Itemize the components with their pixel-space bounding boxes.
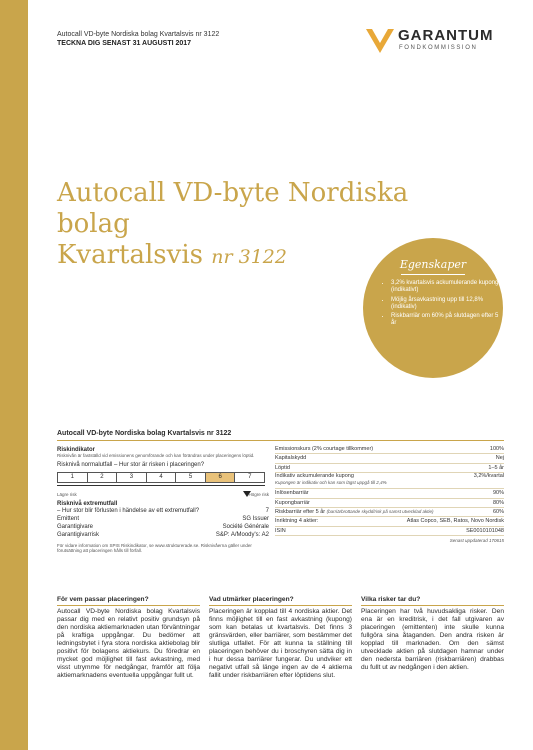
facts-row <box>275 517 504 526</box>
badge-heading: Egenskaper <box>399 258 467 271</box>
badge-divider <box>401 274 465 275</box>
extreme-question: – Hur stor blir förlusten i händelse av ett extremutfall? <box>57 507 200 514</box>
risk-pointer-icon <box>243 491 251 497</box>
guarantor-value: Société Générale <box>222 523 269 530</box>
left-accent-bar <box>0 0 28 750</box>
risk-scale <box>57 472 265 482</box>
garantum-logo <box>366 27 506 61</box>
facts-key: Inriktning 4 aktier: <box>275 518 319 525</box>
risk-scale-cell-selected: 6 <box>205 472 235 483</box>
info-column-target <box>57 596 200 680</box>
logo-name: GARANTUM <box>398 27 494 44</box>
risk-question: Risknivå normalutfall – Hur stor är risken i placeringen? <box>57 461 205 468</box>
facts-value: 80% <box>492 499 504 506</box>
rating-row <box>57 531 269 539</box>
facts-value: 90% <box>492 490 504 497</box>
badge-item: • Riskbarriär om 60% på slutdagen efter 5 år <box>391 313 499 328</box>
facts-note: Kupongen är indikativ och kan som lägst uppgå till 2,4% <box>275 480 387 486</box>
facts-value: SE0010101048 <box>466 527 504 534</box>
subscription-deadline: TECKNA DIG SENAST 31 AUGUSTI 2017 <box>57 40 192 47</box>
risk-footnote: För vidare information om SPIS Riskindikator, se www.strukturerade.se. Risknivåerna gäller under förutsättning att placeringen hålls till förfall. <box>57 542 252 553</box>
facts-row <box>275 499 504 508</box>
facts-value: 3,2%/kvartal <box>473 473 504 480</box>
info-column-risks <box>361 596 504 672</box>
facts-value: 1–5 år <box>488 464 504 471</box>
facts-key-with-note <box>275 473 387 487</box>
rating-value: S&P: A/Moody's: A2 <box>215 531 269 538</box>
logo-sub: FONDKOMMISSION <box>399 45 478 51</box>
title-nr: nr 3122 <box>211 246 287 268</box>
risk-section <box>57 447 269 554</box>
document-header <box>57 30 219 48</box>
updated-note: Senast uppdaterad 170615 <box>449 538 504 544</box>
facts-value: Nej <box>495 455 504 462</box>
risk-arrow-line <box>57 485 265 492</box>
risk-scale-labels <box>57 492 269 497</box>
logo-mark-icon <box>366 29 396 53</box>
risk-scale-cell: 7 <box>234 472 265 483</box>
risk-heading: Riskindikator <box>57 447 96 453</box>
doc-title: Autocall VD-byte Nordiska bolag Kvartalsvis nr 3122 <box>57 31 220 38</box>
risk-description: Risknivån är fastställd vid emissionens genomförande och kan förändras under placeringens löptid. <box>57 453 255 458</box>
guarantor-row <box>57 523 269 531</box>
risk-scale-cell: 1 <box>57 472 87 483</box>
guarantor-label: Garantigivare <box>57 523 94 530</box>
column-heading: Vilka risker tar du? <box>361 596 504 606</box>
emittent-row <box>57 515 269 523</box>
extreme-row <box>57 507 269 515</box>
facts-row <box>275 445 504 454</box>
risk-scale-cell: 3 <box>116 472 146 483</box>
facts-note: (barriärbrottande skydd/risk på samst utvecklad aktie) <box>326 509 434 515</box>
extreme-value: 7 <box>265 507 269 514</box>
facts-key: Emissionskurs (2% courtage tillkommer) <box>275 446 374 452</box>
facts-row <box>275 454 504 463</box>
risk-scale-cell: 5 <box>175 472 205 483</box>
badge-item: • Möjlig årsavkastning upp till 12,8% (indikativ) <box>391 297 499 312</box>
facts-row <box>275 489 504 498</box>
high-risk-label: Högre risk <box>248 491 269 497</box>
column-heading: Vad utmärker placeringen? <box>209 596 352 606</box>
facts-row <box>275 508 504 517</box>
facts-panel <box>57 430 504 553</box>
emittent-value: SG Issuer <box>242 515 269 522</box>
column-text: Placeringen har två huvudsakliga risker. Den ena är en kreditrisk, i det fall utgivaren av placeringen (emittenten) inte skulle kunna fullgöra sina åtaganden. Den andra risken är kopplad till marknaden. Om den sämst utvecklade aktien på slutdagen hamnar under den nedersta barriären (riskbarriären) drabbas du fullt ut av nedgången i den aktien. <box>361 608 504 671</box>
facts-key: Inlösenbarriär <box>275 490 309 497</box>
badge-item: • 3,2% kvartalsvis ackumulerande kupong (indikativt) <box>391 280 499 295</box>
facts-key-with-note <box>275 508 433 516</box>
facts-value: 60% <box>492 509 504 516</box>
badge-list <box>383 280 499 330</box>
emittent-label: Emittent <box>57 515 80 522</box>
facts-table <box>275 445 504 544</box>
column-heading: För vem passar placeringen? <box>57 596 200 606</box>
facts-row <box>275 464 504 473</box>
facts-key: Indikativ ackumulerande kupong <box>275 473 354 480</box>
risk-scale-cell: 4 <box>146 472 176 483</box>
facts-value: 100% <box>489 446 504 452</box>
title-line-1: Autocall VD-byte Nordiska bolag <box>57 178 409 239</box>
facts-key: Kapitalskydd <box>275 455 307 462</box>
panel-title: Autocall VD-byte Nordiska bolag Kvartalsvis nr 3122 <box>57 430 504 441</box>
column-text: Autocall VD-byte Nordiska bolag Kvartalsvis passar dig med en relativt positiv grundsyn på den nordiska aktiemarknaden utan förväntningar på kraftiga uppgångar. Du bedömer att ledningsbytet i fyra stora nordiska aktiebolag blir positivt för bolagens aktiekurs. Du föredrar en mycket god möjlighet till fast avkastning, med visst utrymme för nedgångar, framför att följa aktiemarknadens eventuella uppgångar fullt ut. <box>57 608 200 679</box>
rating-label: Garantigivarrisk <box>57 531 100 538</box>
facts-key: Riskbarriär efter 5 år <box>275 509 326 516</box>
properties-badge <box>363 238 503 378</box>
title-line-2-main: Kvartalsvis <box>57 240 203 270</box>
extreme-heading: Risknivå extremutfall <box>57 500 118 507</box>
facts-key: ISIN <box>275 527 286 534</box>
info-column-features <box>209 596 352 680</box>
facts-value: Atlas Copco, SEB, Ratos, Novo Nordisk <box>406 518 504 525</box>
facts-key: Löptid <box>275 464 290 471</box>
column-text: Placeringen är kopplad till 4 nordiska aktier. Det finns möjlighet till en fast avkastning (kupong) som kan betalas ut kvartalsvis. Det finns 3 gränsvärden, eller barriärer, som bestämmer det slutliga utfallet. För att kunna ta ställning till placeringen behöver du i broschyren sätta dig in i hur dessa barriärer fungerar. Du undviker ett negativt utfall så länge ingen av de 4 aktierna fallit under riskbarriären efter löptidens slut. <box>209 608 352 679</box>
facts-key: Kupongbarriär <box>275 499 310 506</box>
low-risk-label: Lägre risk <box>57 491 77 497</box>
risk-scale-cell: 2 <box>87 472 117 483</box>
facts-row <box>275 527 504 536</box>
facts-row <box>275 473 504 489</box>
